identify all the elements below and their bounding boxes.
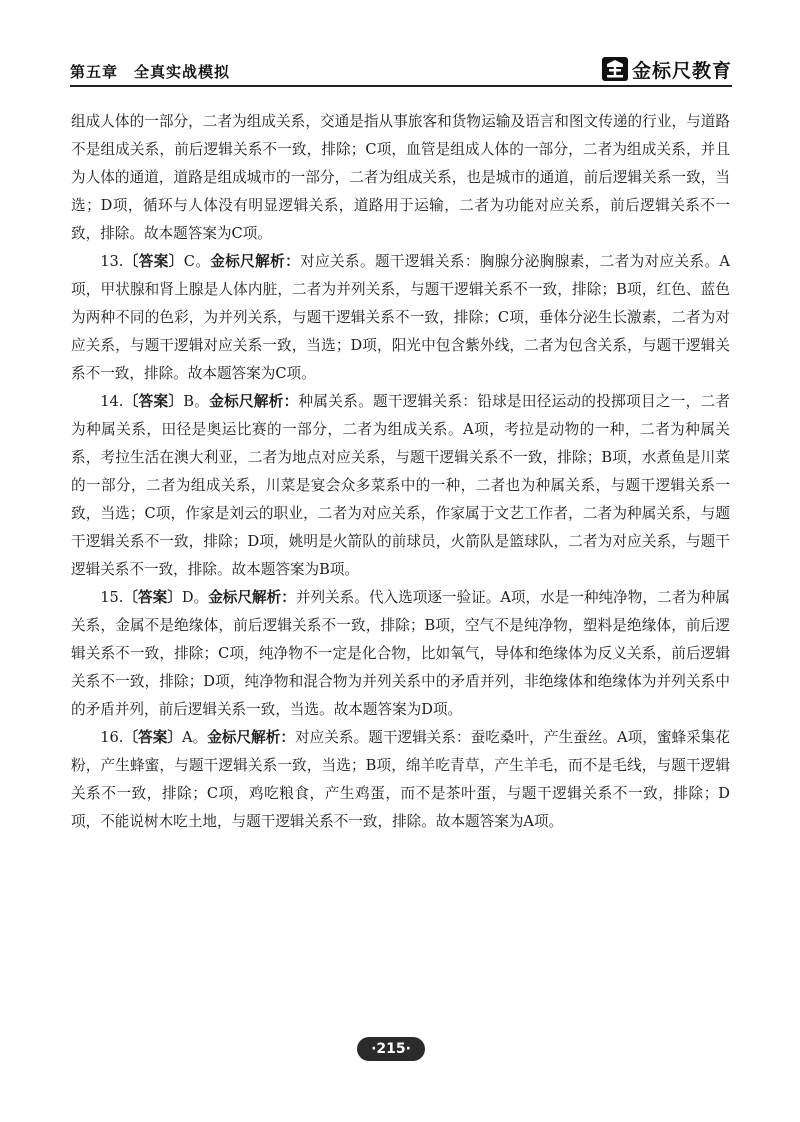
analysis-label: 金标尺解析： — [210, 253, 301, 270]
item-number: 14. — [100, 393, 124, 410]
page-body — [71, 108, 730, 836]
intro-paragraph: 组成人体的一部分，二者为组成关系，交通是指从事旅客和货物运输及语言和图文传递的行业，与道路不是组成关系，前后逻辑关系不一致，排除；C项，血管是组成人体的一部分，二者为组成关系，并且为人体的通道，道路是组成城市的一部分，二者为组成关系，也是城市的通道，前后逻辑关系一致，当选；D项，循环与人体没有明显逻辑关系，道路用于运输，二者为功能对应关系，前后逻辑关系不一致，排除。故本题答案为C项。 — [71, 113, 730, 242]
answer-value: D。 — [181, 589, 209, 606]
brand — [602, 55, 732, 83]
explanation-text: 对应关系。题干逻辑关系：蚕吃桑叶，产生蚕丝。A项，蜜蜂采集花粉，产生蜂蜜，与题干逻辑关系一致，当选；B项，绵羊吃青草，产生羊毛，而不是毛线，与题干逻辑关系不一致，排除；C项，鸡吃粮食，产生鸡蛋，而不是茶叶蛋，与题干逻辑关系不一致，排除；D项，不能说树木吃土地，与题干逻辑关系不一致，排除。故本题答案为A项。 — [71, 729, 730, 830]
page-number: ·215· — [357, 1037, 425, 1061]
answer-value: C。 — [183, 253, 211, 270]
explanation-text: 对应关系。题干逻辑关系：胸腺分泌胸腺素，二者为对应关系。A项，甲状腺和肾上腺是人体内脏，二者为并列关系，与题干逻辑关系不一致，排除；B项，红色、蓝色为两种不同的色彩，为并列关系，与题干逻辑关系不一致，排除；C项，垂体分泌生长激素，二者为对应关系，与题干逻辑对应关系一致，当选；D项，阳光中包含紫外线，二者为包含关系，与题干逻辑关系不一致，排除。故本题答案为C项。 — [71, 253, 730, 382]
analysis-label: 金标尺解析： — [208, 589, 296, 606]
question-explanation-14 — [71, 388, 730, 584]
analysis-label: 金标尺解析： — [207, 729, 296, 746]
explanation-text: 并列关系。代入选项逐一验证。A项，水是一种纯净物，二者为种属关系，金属不是绝缘体，前后逻辑关系不一致，排除；B项，空气不是纯净物，塑料是绝缘体，前后逻辑关系不一致，排除；C项，纯净物不一定是化合物，比如氧气，导体和绝缘体为反义关系，前后逻辑关系不一致，排除；D项，纯净物和混合物为并列关系中的矛盾并列，非绝缘体和绝缘体为并列关系中的矛盾并列，前后逻辑关系一致，当选。故本题答案为D项。 — [71, 589, 730, 718]
answer-label: 〔答案〕 — [123, 589, 182, 606]
item-number: 16. — [100, 729, 124, 746]
answer-value: B。 — [183, 393, 210, 410]
answer-label: 〔答案〕 — [123, 729, 182, 746]
question-explanation-13 — [71, 248, 730, 388]
brand-name: 金标尺教育 — [631, 59, 732, 82]
item-number: 13. — [100, 253, 124, 270]
header-divider — [70, 85, 732, 87]
answer-value: A。 — [182, 729, 208, 746]
question-explanation-16 — [71, 724, 730, 836]
analysis-label: 金标尺解析： — [209, 393, 299, 410]
item-number: 15. — [100, 589, 124, 606]
answer-label: 〔答案〕 — [123, 393, 184, 410]
brand-logo-icon — [602, 57, 628, 81]
chapter-title: 第五章 全真实战模拟 — [70, 63, 231, 81]
page-header — [70, 55, 732, 91]
explanation-text: 种属关系。题干逻辑关系：铅球是田径运动的投掷项目之一，二者为种属关系，田径是奥运比赛的一部分，二者为组成关系。A项，考拉是动物的一种，二者为种属关系，考拉生活在澳大利亚，二者为地点对应关系，与题干逻辑关系不一致，排除；B项，水煮鱼是川菜的一部分，二者为组成关系，川菜是宴会众多菜系中的一种，二者也为种属关系，与题干逻辑关系一致，当选；C项，作家是刘云的职业，二者为对应关系，作家属于文艺工作者，二者为种属关系，与题干逻辑关系不一致，排除；D项，姚明是火箭队的前球员，火箭队是篮球队，二者为对应关系，与题干逻辑关系不一致，排除。故本题答案为B项。 — [71, 393, 730, 578]
answer-label: 〔答案〕 — [123, 253, 184, 270]
question-explanation-15 — [71, 584, 730, 724]
